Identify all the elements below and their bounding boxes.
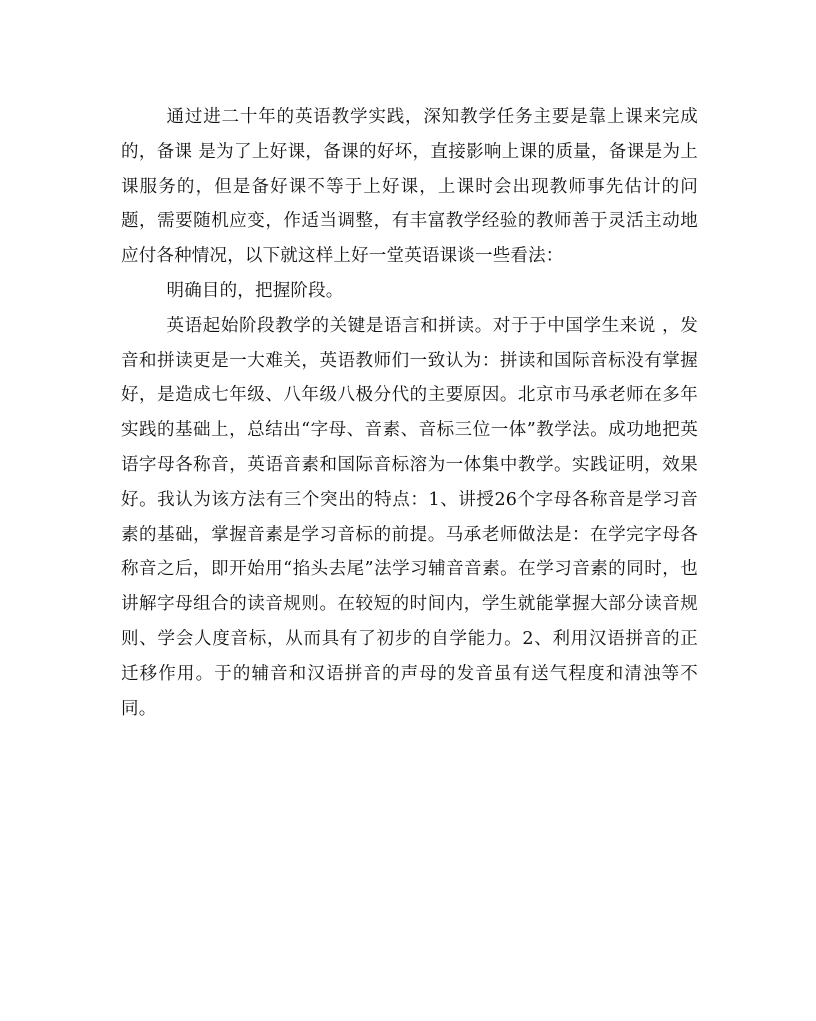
paragraph-main: 英语起始阶段教学的关键是语言和拼读。对于于中国学生来说 ，发音和拼读更是一大难关，英语教师们一致认为：拼读和国际音标没有掌握好，是造成七年级、八年级八极分代的主要原因。北京市马承老师在多年实践的基础上，总结出“字母、音素、音标三位一体”教学法。成功地把英语字母各称音，英语音素和国际音标溶为一体集中教学。实践证明，效果好。我认为该方法有三个突出的特点：1、讲授26个字母各称音是学习音素的基础，掌握音素是学习音标的前提。马承老师做法是：在学完字母各称音之后，即开始用“掐头去尾”法学习辅音音素。在学习音素的同时，也讲解字母组合的读音规则。在较短的时间内，学生就能掌握大部分读音规则、学会人度音标，从而具有了初步的自学能力。2、利用汉语拼音的正迁移作用。于的辅音和汉语拼音的声母的发音虽有送气程度和清浊等不同。 bbox=[121, 315, 698, 719]
document-body bbox=[121, 100, 698, 726]
paragraph-intro: 通过进二十年的英语教学实践，深知教学任务主要是靠上课来完成的，备课 是为了上好课，备课的好坏，直接影响上课的质量，备课是为上课服务的，但是备好课不等于上好课，上课时会出现教师事先估计的问题，需要随机应变，作适当调整，有丰富教学经验的教师善于灵活主动地应付各种情况，以下就这样上好一堂英语课谈一些看法： bbox=[121, 107, 698, 267]
paragraph-heading: 明确目的，把握阶段。 bbox=[166, 280, 344, 301]
